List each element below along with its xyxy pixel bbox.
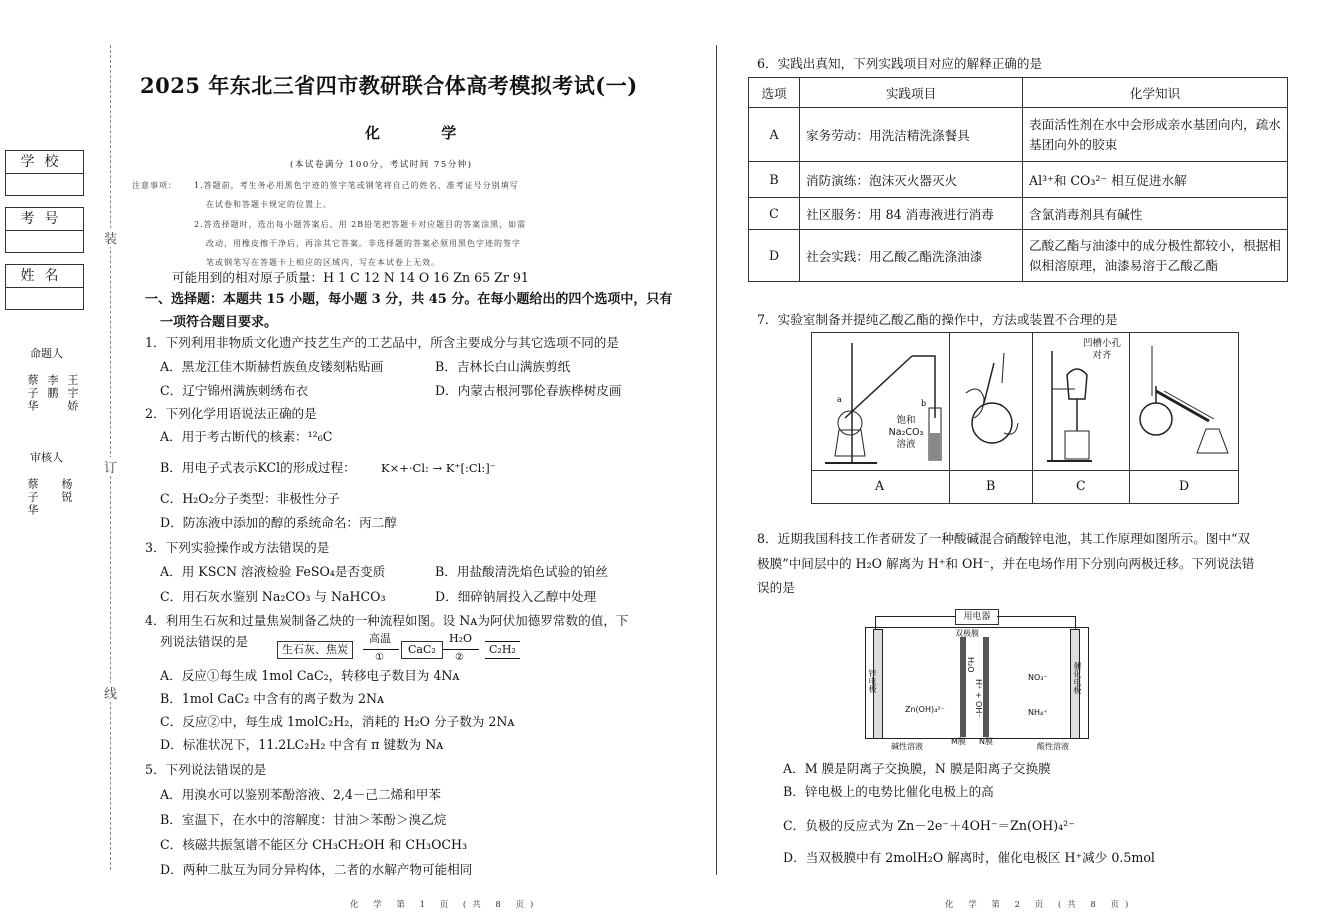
q3-stem: 3．下列实验操作或方法错误的是 bbox=[145, 540, 330, 555]
footer-left: 化 学 第 1 页 (共 8 页) bbox=[350, 900, 540, 910]
q2-stem: 2．下列化学用语说法正确的是 bbox=[145, 406, 317, 421]
atomic-masses: 可能用到的相对原子质量：H 1 C 12 N 14 O 16 Zn 65 Zr 91 bbox=[172, 270, 529, 285]
q4-option-c: C．反应②中，每生成 1molC₂H₂，消耗的 H₂O 分子数为 2Nᴀ bbox=[160, 714, 515, 729]
q6-header-option: 选项 bbox=[749, 78, 800, 108]
reviewer-col1: 蔡子华 bbox=[26, 478, 39, 517]
q8-ions-label: H⁺ + OH⁻ bbox=[974, 679, 983, 718]
q5-option-d: D．两种二肽互为同分异构体，二者的水解产物可能相同 bbox=[160, 862, 473, 877]
q8-water-label: H₂O bbox=[966, 657, 975, 673]
q6-row-c-project: 社区服务：用 84 消毒液进行消毒 bbox=[800, 198, 1023, 230]
q4-flow-arrow2-label: H₂O bbox=[449, 632, 473, 645]
q3-option-a: A．用 KSCN 溶液检验 FeSO₄是否变质 bbox=[160, 564, 386, 579]
q6-stem: 6．实践出真知，下列实践项目对应的解释正确的是 bbox=[757, 56, 1043, 71]
q7-label-b: B bbox=[986, 478, 996, 493]
reviewer-col2: 杨锐 bbox=[60, 478, 73, 504]
q6-row-d-knowledge: 乙酸乙酯与油漆中的成分极性都较小，根据相似相溶原理，油漆易溶于乙酸乙酯 bbox=[1023, 230, 1288, 282]
q8-n-membrane-label: N膜 bbox=[979, 737, 993, 746]
q4-flow-box-2: CaC₂ bbox=[401, 641, 443, 659]
q8-option-c: C．负极的反应式为 Zn－2e⁻＋4OH⁻＝Zn(OH)₄²⁻ bbox=[783, 818, 1075, 833]
q8-acid-label: 酸性溶液 bbox=[1037, 742, 1069, 751]
school-label-box bbox=[5, 150, 84, 174]
name-field[interactable] bbox=[5, 287, 84, 310]
q2-kcl-electron-formula: K×+·Cl: → K⁺[:Cl:]⁻ bbox=[381, 461, 496, 475]
q6-row-d-option: D bbox=[749, 230, 800, 282]
q3-option-d: D．细碎钠屑投入乙醇中处理 bbox=[435, 589, 597, 604]
reviewer-label: 审核人 bbox=[30, 451, 63, 464]
q7-apparatus-a-label-b: b bbox=[921, 399, 927, 408]
q7-apparatus-a-drawing bbox=[817, 338, 947, 468]
q7-apparatus-c-drawing bbox=[1037, 341, 1127, 466]
q1-option-a: A．黑龙江佳木斯赫哲族鱼皮镂刻粘贴画 bbox=[160, 359, 384, 374]
q7-label-a: A bbox=[875, 478, 885, 493]
q8-battery-figure bbox=[865, 607, 1090, 755]
q4-stem-1: 4．利用生石灰和过量焦炭制备乙炔的一种流程如图。设 Nᴀ为阿伏加德罗常数的值，下 bbox=[145, 613, 629, 628]
notice-2a: 2.答选择题时，选出每小题答案后，用 2B铅笔把答题卡对应题目的答案涂黑，如需 bbox=[194, 220, 527, 229]
q6-header-project: 实践项目 bbox=[800, 78, 1023, 108]
notice-label: 注意事项： bbox=[132, 181, 177, 190]
name-label-box bbox=[5, 264, 84, 288]
notice-1a: 1.答题前，考生务必用黑色字迹的签字笔或钢笔将自己的姓名、准考证号分别填写 bbox=[194, 181, 519, 190]
q6-row-d-project: 社会实践：用乙酸乙酯洗涤油漆 bbox=[800, 230, 1023, 282]
q6-row-a-project: 家务劳动：用洗洁精洗涤餐具 bbox=[800, 108, 1023, 162]
q8-nh4-label: NH₄⁺ bbox=[1028, 708, 1048, 717]
q8-bipolar-label: 双极膜 bbox=[955, 629, 979, 638]
q8-stem-1: 8．近期我国科技工作者研发了一种酸碱混合硝酸锌电池，其工作原理如图所示。图中“双 bbox=[757, 531, 1251, 546]
q6-row-a-knowledge: 表面活性剂在水中会形成亲水基团向内，疏水基团向外的胶束 bbox=[1023, 108, 1288, 162]
notice-2b: 改动，用橡皮擦干净后，再涂其它答案。非选择题的答案必须用黑色字迹的签字 bbox=[206, 239, 521, 248]
q4-flow-arrow1-label: 高温 bbox=[369, 632, 391, 645]
page-divider bbox=[716, 45, 717, 875]
q6-row-b-project: 消防演练：泡沫灭火器灭火 bbox=[800, 162, 1023, 198]
q6-row-b-option: B bbox=[749, 162, 800, 198]
exam-info: (本试卷满分 100分，考试时间 75分钟) bbox=[290, 160, 473, 170]
q1-option-c: C．辽宁锦州满族刺绣布衣 bbox=[160, 383, 309, 398]
q8-stem-2: 极膜”中间层中的 H₂O 解离为 H⁺和 OH⁻，并在电场作用下分别向两极迁移。下列说法错 bbox=[757, 556, 1255, 571]
q7-apparatus-c-label: 凹槽小孔对齐 bbox=[1082, 338, 1121, 361]
name-label: 姓名 bbox=[20, 268, 69, 284]
q4-option-b: B．1mol CaC₂ 中含有的离子数为 2Nᴀ bbox=[160, 691, 385, 706]
q3-option-c: C．用石灰水鉴别 Na₂CO₃ 与 NaHCO₃ bbox=[160, 589, 386, 604]
binding-char-3: 线 bbox=[104, 683, 117, 702]
q6-table bbox=[748, 77, 1288, 282]
q8-catalyst-electrode-label: 催化电极 bbox=[1073, 662, 1082, 694]
q1-stem: 1．下列利用非物质文化遗产技艺生产的工艺品中，所含主要成分与其它选项不同的是 bbox=[145, 335, 619, 350]
q6-header-knowledge: 化学知识 bbox=[1023, 78, 1288, 108]
exam-title: 2025 年东北三省四市教研联合体高考模拟考试(一) bbox=[140, 73, 638, 98]
q7-apparatus-d-drawing bbox=[1134, 341, 1234, 466]
q5-stem: 5．下列说法错误的是 bbox=[145, 762, 267, 777]
q8-device-label: 用电器 bbox=[955, 609, 999, 625]
binding-char-2: 订 bbox=[104, 457, 117, 476]
school-field[interactable] bbox=[5, 173, 84, 196]
q4-flow-step2: ② bbox=[455, 652, 464, 663]
q6-row-c-knowledge: 含氯消毒剂具有碱性 bbox=[1023, 198, 1288, 230]
q4-flow-box-1: 生石灰、焦炭 bbox=[277, 641, 353, 659]
q7-apparatus-b-drawing bbox=[954, 343, 1029, 468]
q2-option-b: B．用电子式表示KCl的形成过程： bbox=[160, 460, 356, 475]
q7-label-d: D bbox=[1179, 478, 1190, 493]
q7-apparatus-a-label-a: a bbox=[837, 395, 842, 404]
subject-title: 化 学 bbox=[365, 124, 485, 142]
q6-row-c-option: C bbox=[749, 198, 800, 230]
section1-heading-2: 一项符合题目要求。 bbox=[160, 315, 278, 330]
q1-option-d: D．内蒙古根河鄂伦春族桦树皮画 bbox=[435, 383, 622, 398]
q1-option-b: B．吉林长白山满族剪纸 bbox=[435, 359, 571, 374]
number-label-box bbox=[5, 207, 84, 231]
number-field[interactable] bbox=[5, 230, 84, 253]
q4-option-a: A．反应①每生成 1mol CaC₂，转移电子数目为 4Nᴀ bbox=[160, 668, 460, 683]
q4-flow-product: C₂H₂ bbox=[485, 641, 520, 659]
q7-apparatus-figure bbox=[811, 332, 1239, 504]
q4-flow-step1: ① bbox=[375, 652, 384, 663]
q5-option-b: B．室温下，在水中的溶解度：甘油＞苯酚＞溴乙烷 bbox=[160, 812, 447, 827]
q7-apparatus-a-solution-label: 饱和 Na₂CO₃ 溶液 bbox=[888, 415, 924, 450]
q8-alkaline-label: 碱性溶液 bbox=[891, 742, 923, 751]
q6-row-b-knowledge: Al³⁺和 CO₃²⁻ 相互促进水解 bbox=[1023, 162, 1288, 198]
school-label: 学校 bbox=[20, 154, 69, 170]
notice-2c: 笔或钢笔写在答题卡上相应的区域内，写在本试卷上无效。 bbox=[206, 258, 440, 267]
q6-row-a-option: A bbox=[749, 108, 800, 162]
notice-1b: 在试卷和答题卡规定的位置上。 bbox=[206, 200, 332, 209]
q2-option-c: C．H₂O₂分子类型：非极性分子 bbox=[160, 491, 340, 506]
q4-flow-diagram bbox=[275, 632, 525, 665]
q7-stem: 7．实验室制备并提纯乙酸乙酯的操作中，方法或装置不合理的是 bbox=[757, 312, 1118, 327]
q8-n-membrane bbox=[983, 637, 989, 737]
q2-option-a: A．用于考古断代的核素：¹²₆C bbox=[160, 429, 333, 444]
q4-option-d: D．标准状况下，11.2LC₂H₂ 中含有 π 键数为 Nᴀ bbox=[160, 737, 444, 752]
author-col3: 王宇娇 bbox=[66, 374, 79, 413]
q5-option-c: C．核磁共振氢谱不能区分 CH₃CH₂OH 和 CH₃OCH₃ bbox=[160, 837, 468, 852]
q2-option-d: D．防冻液中添加的醇的系统命名：丙二醇 bbox=[160, 515, 397, 530]
footer-right: 化 学 第 2 页 (共 8 页) bbox=[945, 900, 1135, 910]
q8-m-membrane-label: M膜 bbox=[951, 737, 966, 746]
q8-no3-label: NO₃⁻ bbox=[1028, 673, 1048, 682]
q8-option-d: D．当双极膜中有 2molH₂O 解离时，催化电极区 H⁺减少 0.5mol bbox=[783, 850, 1155, 865]
number-label: 考号 bbox=[20, 211, 69, 227]
author-label: 命题人 bbox=[30, 347, 63, 360]
q3-option-b: B．用盐酸清洗焰色试验的铂丝 bbox=[435, 564, 608, 579]
q4-stem-2: 列说法错误的是 bbox=[160, 634, 249, 649]
section1-heading-1: 一、选择题：本题共 15 小题，每小题 3 分，共 45 分。在每小题给出的四个选项中，只有 bbox=[145, 292, 673, 307]
author-col1: 蔡子华 bbox=[26, 374, 39, 413]
q8-option-b: B．锌电极上的电势比催化电极上的高 bbox=[783, 784, 994, 799]
q8-option-a: A．M 膜是阴离子交换膜，N 膜是阳离子交换膜 bbox=[783, 761, 1051, 776]
q8-zn-product: Zn(OH)₄²⁻ bbox=[905, 705, 945, 714]
q8-zn-electrode-label: 锌电极 bbox=[868, 669, 877, 693]
q7-label-c: C bbox=[1076, 478, 1086, 493]
q5-option-a: A．用溴水可以鉴别苯酚溶液、2,4－己二烯和甲苯 bbox=[160, 787, 441, 802]
q8-stem-3: 误的是 bbox=[757, 580, 795, 595]
binding-char-1: 装 bbox=[104, 228, 117, 247]
author-col2: 李鹏 bbox=[46, 374, 59, 400]
q8-m-membrane bbox=[960, 637, 966, 737]
